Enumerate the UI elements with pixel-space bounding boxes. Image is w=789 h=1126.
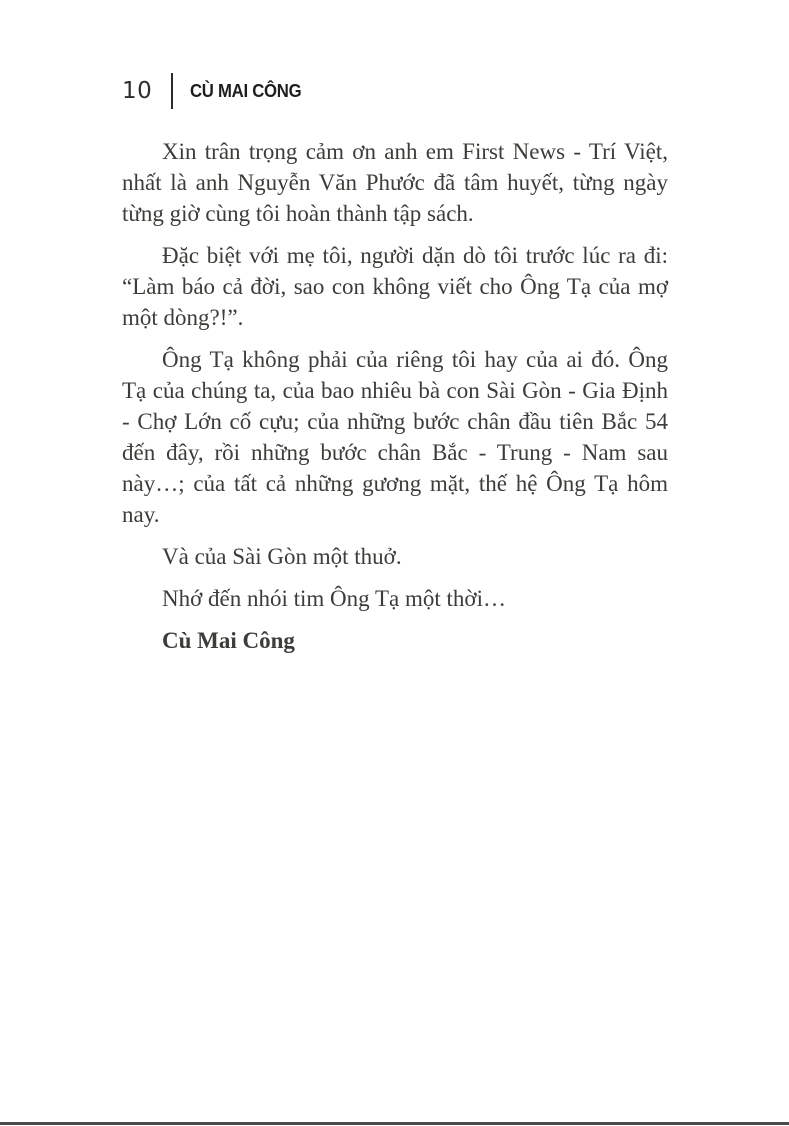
paragraph-ong-ta: Ông Tạ không phải của riêng tôi hay của ai đó. Ông Tạ của chúng ta, của bao nhiêu bà con Sài Gòn - Gia Định - Chợ Lớn cố cựu; của những bước chân đầu tiên Bắc 54 đến đây, rồi những bước chân Bắc - Trung - Nam sau này…; của tất cả những gương mặt, thế hệ Ông Tạ hôm nay. [122,347,668,527]
paragraph-mother-words: Đặc biệt với mẹ tôi, người dặn dò tôi trước lúc ra đi: “Làm báo cả đời, sao con không viết cho Ông Tạ của mợ một dòng?!”. [122,243,668,330]
header-divider [171,73,173,109]
author-signature: Cù Mai Công [162,628,295,653]
paragraph-closing: Nhớ đến nhói tim Ông Tạ một thời… [162,586,506,611]
paragraph-saigon: Và của Sài Gòn một thuở. [162,544,402,569]
paragraph-acknowledgement: Xin trân trọng cảm ơn anh em First News - Trí Việt, nhất là anh Nguyễn Văn Phước đã tâm huyết, từng ngày từng giờ cùng tôi hoàn thành tập sách. [122,139,668,226]
page-body [122,136,668,667]
page-number: 10 [122,78,153,104]
running-title: CÙ MAI CÔNG [190,80,302,101]
page-header [122,72,310,110]
scan-bottom-edge [0,1122,789,1125]
